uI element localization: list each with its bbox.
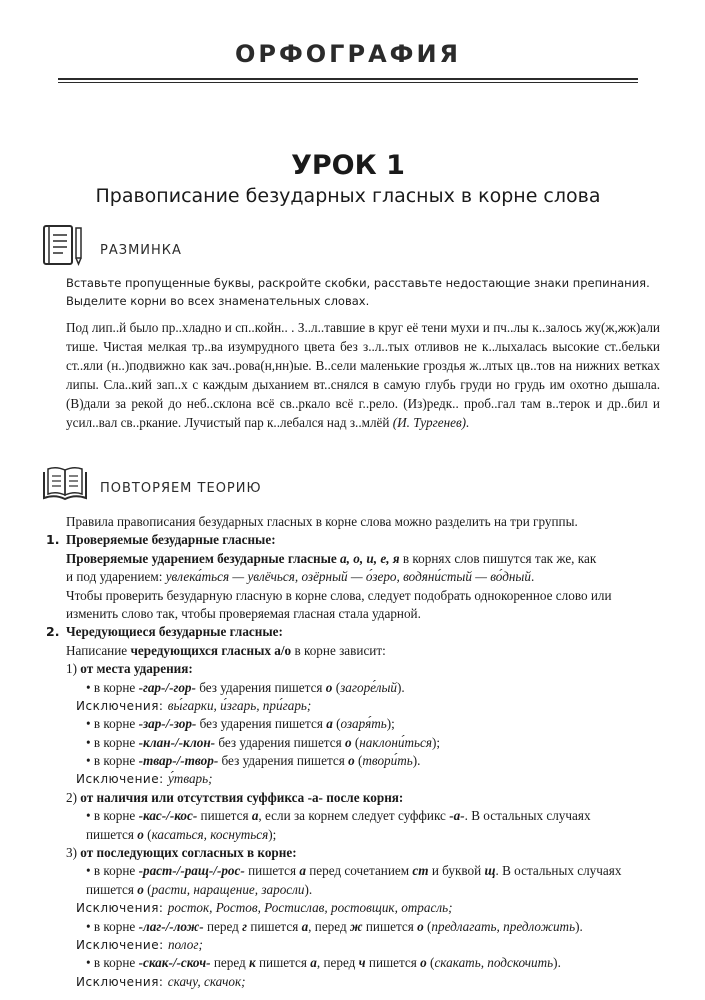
- rule-rast-ros: • в корне -раст-/-ращ-/-рос- пишется а перед сочетанием ст и буквой щ. В остальных случаях: [86, 863, 622, 879]
- group-1-text: изменить слово так, чтобы проверяемая гласная стала ударной.: [66, 605, 421, 621]
- rule-zar-zor: • в корне -зар-/-зор- без ударения пишется а (озаря́ть);: [86, 716, 395, 732]
- theory-label: ПОВТОРЯЕМ ТЕОРИЮ: [100, 481, 262, 496]
- exceptions: Исключения: скачу, скачок;: [76, 973, 246, 989]
- lesson-subtitle: Правописание безударных гласных в корне слова: [95, 185, 601, 207]
- exercise-author: (И. Тургенев).: [392, 415, 470, 430]
- warmup-task: [66, 274, 666, 310]
- group-1-rule: Проверяемые ударением безударные гласные а, о, и, е, я в корнях слов пишутся так же, как: [66, 550, 597, 566]
- open-book-icon: [40, 464, 90, 504]
- rule-klan-klon: • в корне -клан-/-клон- без ударения пишется о (наклони́ться);: [86, 734, 441, 750]
- notebook-pencil-icon: [40, 222, 86, 270]
- lesson-title: УРОК 1: [291, 150, 405, 181]
- task-line: Выделите корни во всех знаменательных словах.: [66, 294, 370, 308]
- section-header: ОРФОГРАФИЯ: [234, 40, 462, 68]
- task-line: Вставьте пропущенные буквы, раскройте скобки, расставьте недостающие знаки препинания.: [66, 276, 650, 290]
- theory-body: [46, 513, 666, 991]
- group-2-intro: Написание чередующихся гласных а/о в корне зависит:: [66, 642, 386, 658]
- exceptions: Исключение: у́тварь;: [76, 771, 213, 787]
- exercise-body: Под лип..й было пр..хладно и сп..койн.. . З..л..тавшие в круг её тени мухи и пч..лы к..залось жу(ж,жж)али тише. Чистая мелкая тр..ва изумрудного цвета без з..л..тых отливов не к..лыхалась высокие ст..бельки ст..яли (н..)подвижно как зач..рова(н,нн)ые. В..сели маленькие гроздья ж..лтых цв..тов на нижних ветках липы. Сла..кий зап..х с каждым дыханием вт..снялся в самую глубь груди но грудь им охотно дышала. (В)дали за рекой до неб..склона всё св..ркало всё г..рело. (Из)редк.. проб..гал там в..терок и др..бил и усил..вал св..ркание. Лучистый пар к..лебался над з..млёй: [66, 320, 660, 430]
- subgroup-3-heading: 3) от последующих согласных в корне:: [66, 845, 297, 861]
- group-2-heading: 2. Чередующиеся безударные гласные:: [46, 624, 283, 640]
- rule-kas-kos: • в корне -кас-/-кос- пишется а, если за корнем следует суффикс -а-. В остальных случаях: [86, 808, 591, 824]
- header-rule-thin: [58, 82, 638, 83]
- exceptions: Исключение: полог;: [76, 936, 203, 952]
- subgroup-1-heading: 1) от места ударения:: [66, 661, 193, 677]
- theory-intro: Правила правописания безударных гласных в корне слова можно разделить на три группы.: [66, 514, 578, 529]
- rule-gar-gor: • в корне -гар-/-гор- без ударения пишется о (загоре́лый).: [86, 679, 405, 695]
- rule-lag-lozh: • в корне -лаг-/-лож- перед г пишется а, перед ж пишется о (предлагать, предложить).: [86, 918, 583, 934]
- warmup-label: РАЗМИНКА: [100, 243, 182, 258]
- group-1-examples: и под ударением: увлека́ться — увлёчься, озёрный — о́зеро, водяни́стый — во́дный.: [66, 569, 535, 585]
- exceptions: Исключения: росток, Ростов, Ростислав, ростовщик, отрасль;: [76, 900, 453, 916]
- rule-tvar-tvor: • в корне -твар-/-твор- без ударения пишется о (твори́ть).: [86, 753, 421, 769]
- subgroup-2-heading: 2) от наличия или отсутствия суффикса -а- после корня:: [66, 789, 404, 805]
- exceptions: Исключения: вы́гарки, и́згарь, при́гарь;: [76, 697, 312, 713]
- group-1-text: Чтобы проверить безударную гласную в корне слова, следует подобрать однокоренное слово или: [66, 587, 612, 603]
- group-1-heading: 1. Проверяемые безударные гласные:: [46, 532, 276, 548]
- rule-skak-skoch: • в корне -скак-/-скоч- перед к пишется а, перед ч пишется о (скакать, подскочить).: [86, 955, 561, 971]
- rule-rast-ros-cont: пишется о (расти, наращение, заросли).: [86, 881, 313, 897]
- header-rule: [58, 78, 638, 80]
- rule-kas-kos-cont: пишется о (касаться, коснуться);: [86, 826, 277, 842]
- exercise-text: [66, 318, 660, 432]
